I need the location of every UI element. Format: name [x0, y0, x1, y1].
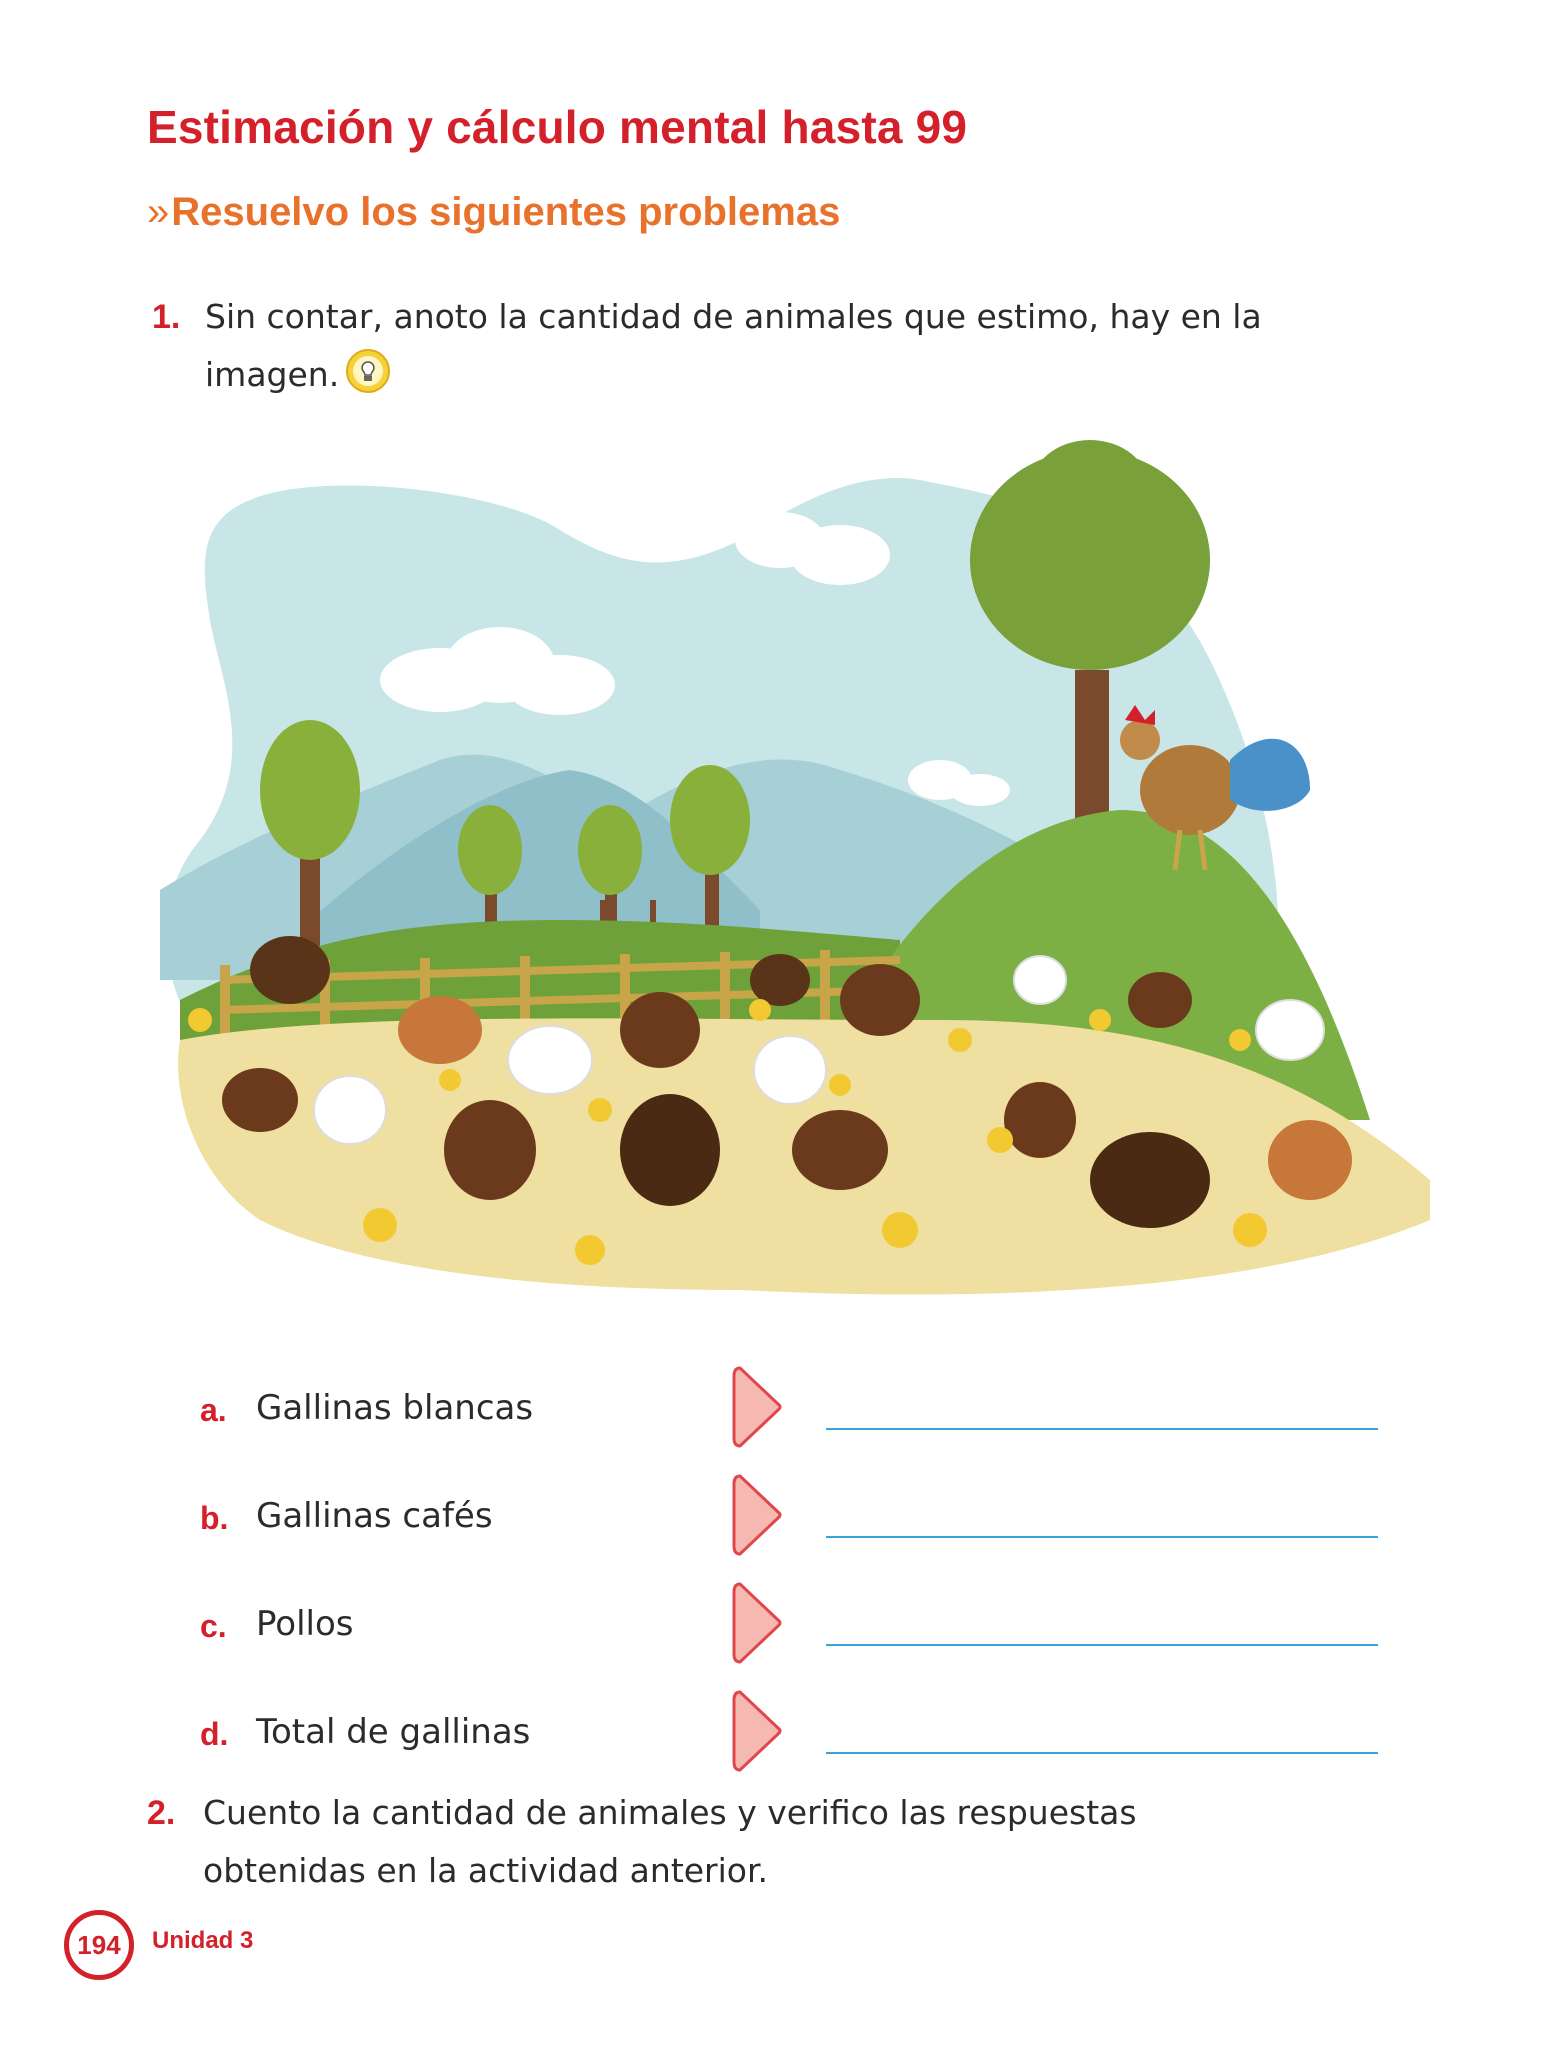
question-2-number: 2.: [147, 1794, 176, 1832]
question-1-text: [205, 288, 1262, 412]
answer-label: Total de gallinas: [256, 1712, 531, 1752]
page-title: Estimación y cálculo mental hasta 99: [147, 101, 968, 153]
unit-label: Unidad 3: [152, 1927, 254, 1954]
answer-letter: c.: [200, 1608, 227, 1644]
farm-chickens-illustration: [140, 420, 1430, 1314]
answer-line[interactable]: [826, 1752, 1378, 1754]
answer-label: Pollos: [256, 1604, 354, 1644]
question-2-text: [203, 1784, 1137, 1900]
answer-letter: b.: [200, 1500, 229, 1536]
question-2-line-2: obtenidas en la actividad anterior.: [203, 1851, 769, 1890]
answer-letter: d.: [200, 1716, 229, 1752]
page-number-badge: 194: [64, 1910, 134, 1980]
arrow-icon: [730, 1362, 784, 1452]
answer-label: Gallinas blancas: [256, 1388, 534, 1428]
subtitle-text: Resuelvo los siguientes problemas: [171, 190, 841, 234]
answer-line[interactable]: [826, 1644, 1378, 1646]
lightbulb-icon: [345, 348, 391, 412]
question-1-number: 1.: [152, 298, 181, 336]
question-1-line-1: Sin contar, anoto la cantidad de animales que estimo, hay en la: [205, 297, 1262, 336]
answer-row-a: [200, 1380, 1400, 1440]
arrow-icon: [730, 1686, 784, 1776]
answer-line[interactable]: [826, 1536, 1378, 1538]
answer-row-c: [200, 1596, 1400, 1656]
answer-letter: a.: [200, 1392, 227, 1428]
answer-line[interactable]: [826, 1428, 1378, 1430]
section-subtitle: [147, 190, 840, 235]
arrow-icon: [730, 1470, 784, 1560]
answer-row-b: [200, 1488, 1400, 1548]
answer-label: Gallinas cafés: [256, 1496, 493, 1536]
arrow-icon: [730, 1578, 784, 1668]
question-2-line-1: Cuento la cantidad de animales y verifico las respuestas: [203, 1793, 1137, 1832]
answer-row-d: [200, 1704, 1400, 1764]
question-1-line-2: imagen.: [205, 355, 340, 394]
subtitle-marker: »: [147, 190, 170, 234]
